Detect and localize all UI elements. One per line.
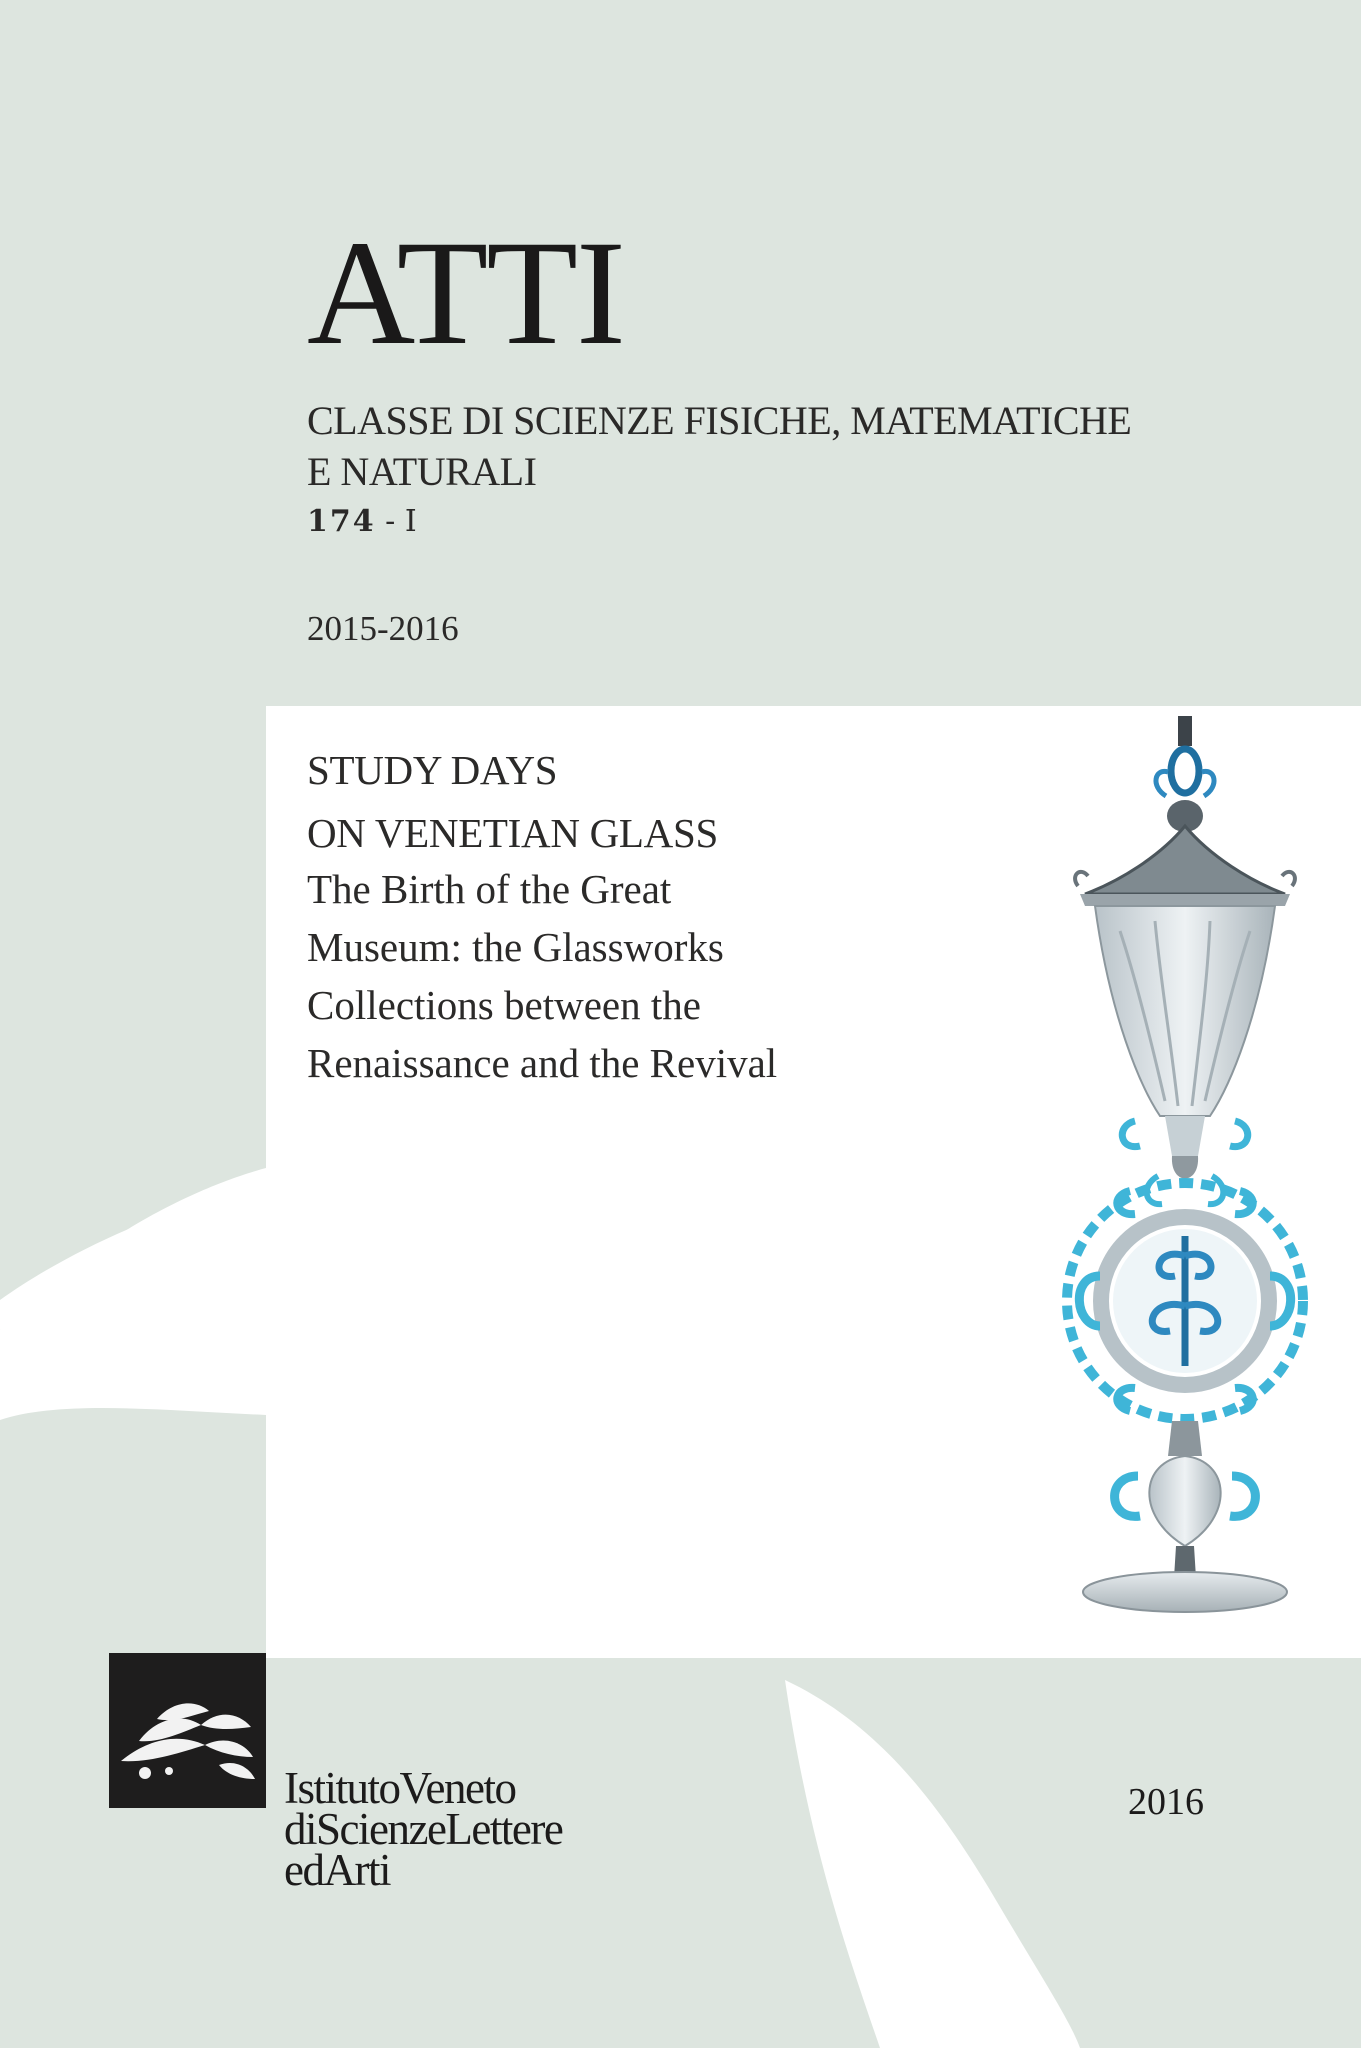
feature-heading [307, 739, 718, 865]
series-subtitle-line-1: CLASSE DI SCIENZE FISICHE, MATEMATICHE [307, 398, 1132, 443]
publisher-name [284, 1763, 563, 1895]
venetian-glass-goblet-image [1040, 716, 1330, 1616]
feature-subtitle-line-1: The Birth of the Great [307, 866, 672, 912]
publication-year: 2016 [1128, 1781, 1204, 1823]
publisher-name-line-2: diScienzeLettere [284, 1804, 563, 1854]
volume-part: I [404, 504, 417, 539]
publisher-logo [109, 1653, 266, 1808]
series-subtitle [307, 395, 1207, 497]
series-subtitle-line-2: E NATURALI [307, 449, 537, 494]
feature-subtitle-line-2: Museum: the Glassworks [307, 924, 724, 970]
volume-label [307, 504, 417, 540]
journal-title: ATTI [307, 210, 624, 376]
publisher-name-line-1: IstitutoVeneto [284, 1763, 516, 1813]
feature-heading-line-1: STUDY DAYS [307, 747, 558, 793]
year-range: 2015-2016 [307, 609, 459, 648]
volume-separator: - [375, 504, 405, 539]
feature-subtitle [307, 860, 867, 1092]
leaf-emblem-icon [109, 1653, 266, 1808]
publisher-name-line-3: edArti [284, 1845, 390, 1895]
volume-number: 174 [307, 504, 376, 539]
feature-heading-line-2: ON VENETIAN GLASS [307, 810, 718, 856]
feature-subtitle-line-3: Collections between the [307, 982, 701, 1028]
feature-subtitle-line-4: Renaissance and the Revival [307, 1040, 778, 1086]
